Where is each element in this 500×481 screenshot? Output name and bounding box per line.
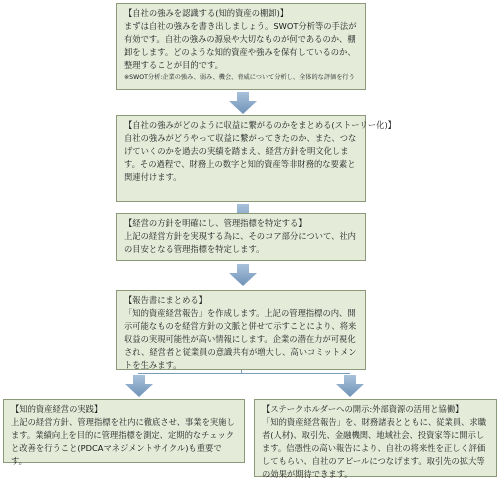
step-box-inventory xyxy=(116,3,366,90)
swot-footnote: ※SWOT分析:企業の強み、弱み、機会、脅威について分析し、全体的な評価を行う xyxy=(124,74,355,81)
step-body: 上記の経営方針を実現する為に、そのコア部分について、社内の目安となる管理指標を特定します。 xyxy=(124,231,356,254)
branch-box-practice xyxy=(3,399,245,466)
step-body: 自社の強みがどうやって収益に繋がってきたのか、また、つなげていくのかを過去の実績を踏まえ、経営方針を明文化します。その過程で、財務上の数字と知的資産等非財務的な要素と関連付けます。 xyxy=(124,133,357,182)
step-box-indicators xyxy=(116,213,366,261)
branch-body: 上記の経営方針、管理指標を社内に徹底させ、事業を実施します。業績向上を目的に管理指標を測定、定期的なチェックと改善を行うこと(PDCAマネジメントサイクル)も重要です。 xyxy=(11,417,235,466)
step-title: 【自社の強みがどのように収益に繋がるのかをまとめる(ストーリー化)】 xyxy=(124,120,396,130)
branch-box-disclosure xyxy=(254,399,497,477)
down-arrow-icon xyxy=(125,375,153,397)
branch-title: 【ステークホルダーへの開示:外部資源の活用と協働】 xyxy=(262,404,464,414)
step-title: 【報告書にまとめる】 xyxy=(124,295,207,305)
branch-connector-stem xyxy=(241,370,242,373)
step-title: 【経営の方針を明確にし、管理指標を特定する】 xyxy=(124,218,307,228)
step-title: 【自社の強みを認識する(知的資産の棚卸)】 xyxy=(124,8,289,18)
step-body: 「知的資産経営報告」を作成します。上記の管理指標の内、開示可能なものを経営方針の文脈と併せて示すことにより、将来収益の実現可能性が高い情報にします。企業の潜在力が可視化され、経営者と従業員の意識共有が増大し、高いコミットメントを生みます。 xyxy=(124,308,357,370)
step-box-report xyxy=(116,290,366,370)
branch-connector-line xyxy=(138,373,350,374)
branch-title: 【知的資産経営の実践】 xyxy=(11,404,103,414)
down-arrow-icon xyxy=(229,92,257,114)
down-arrow-icon xyxy=(229,264,257,286)
step-box-storyline xyxy=(116,115,396,202)
down-arrow-icon xyxy=(336,375,364,397)
step-body: まずは自社の強みを書き出しましょう。SWOT分析等の手法が有効です。自社の強みの源泉や大切なものが何であるのか、棚卸をします。どのような知的資産や強みを保有しているのか、整理することが目的です。 xyxy=(124,21,357,70)
branch-body: 「知的資産経営報告」を、財務諸表とともに、従業員、求職者(人材)、取引先、金融機関、地域社会、投資家等に開示します。信憑性の高い報告により、自社の将来性を正しく評価してもらい、自社のアピールにつなげます。取引先の拡大等の効果が期待できます。 xyxy=(262,417,487,479)
